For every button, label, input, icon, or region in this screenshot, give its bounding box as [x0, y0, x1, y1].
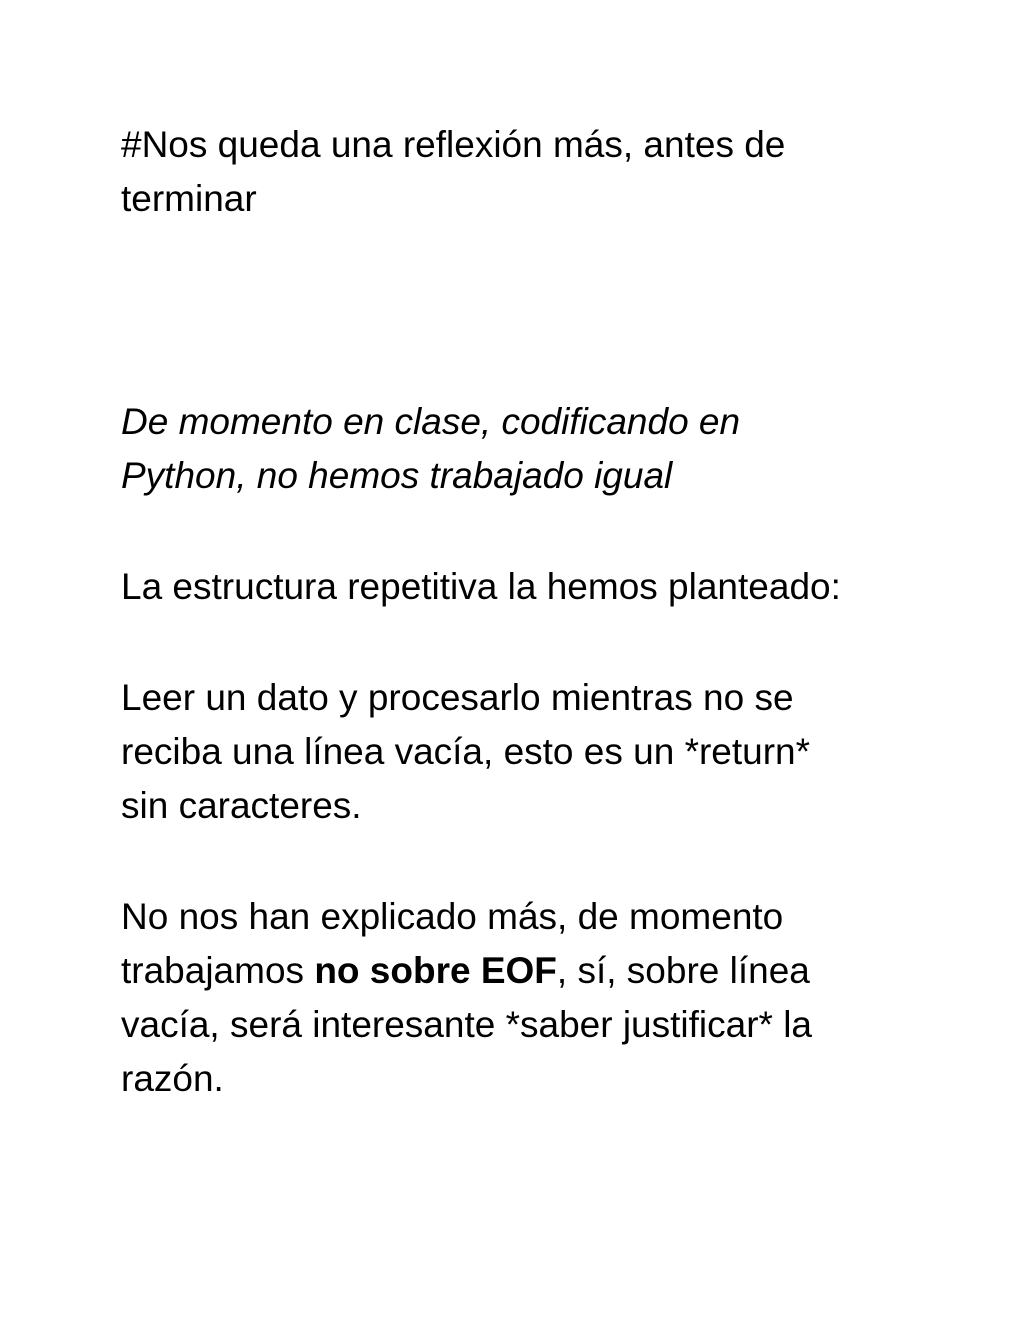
heading-line: #Nos queda una reflexión más, antes de [121, 124, 786, 165]
heading-paragraph [121, 118, 785, 226]
closing-line-prefix: trabajamos [121, 950, 315, 991]
read-data-line: Leer un dato y procesarlo mientras no se [121, 677, 794, 718]
closing-paragraph [121, 890, 812, 1106]
structure-line: La estructura repetitiva la hemos planteado: [121, 566, 841, 607]
closing-line: No nos han explicado más, de momento [121, 896, 784, 937]
italic-line: De momento en clase, codificando en [121, 401, 741, 442]
read-data-line: reciba una línea vacía, esto es un *return* [121, 731, 811, 772]
italic-line: Python, no hemos trabajado igual [121, 455, 673, 496]
closing-line: razón. [121, 1058, 224, 1099]
heading-line: terminar [121, 178, 257, 219]
bold-emphasis: no sobre EOF [314, 950, 557, 991]
closing-line [121, 944, 812, 998]
closing-line-suffix: , sí, sobre línea [556, 950, 810, 991]
closing-line: vacía, será interesante *saber justificar* la [121, 1004, 813, 1045]
structure-paragraph [121, 560, 841, 614]
read-data-line: sin caracteres. [121, 785, 362, 826]
italic-paragraph [121, 395, 740, 503]
read-data-paragraph [121, 671, 810, 833]
